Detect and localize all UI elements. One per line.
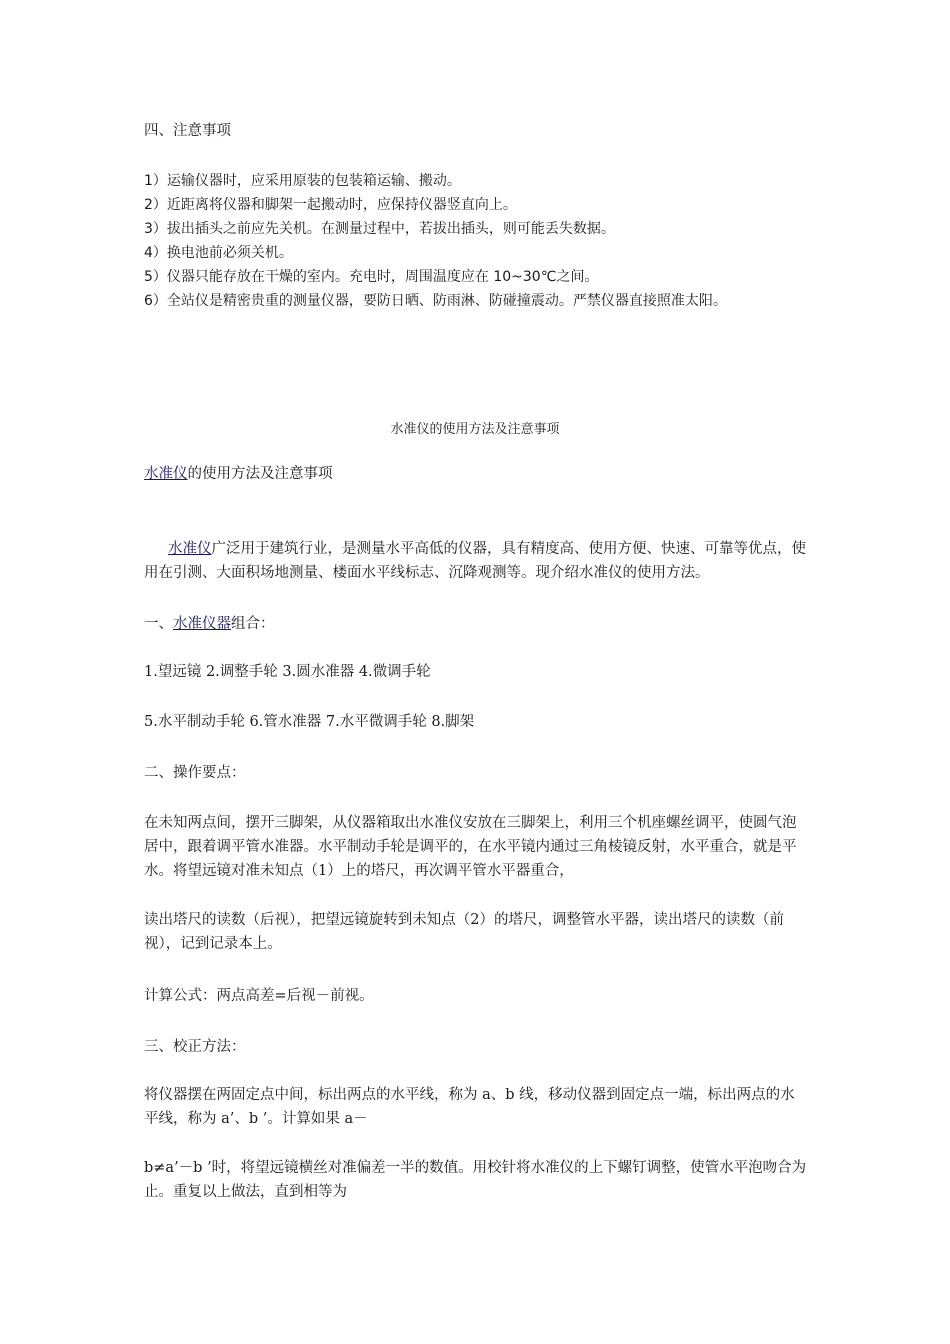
list-item: 3）拔出插头之前应先关机。在测量过程中，若拔出插头，则可能丢失数据。: [144, 221, 615, 237]
correction-paragraph-1: [144, 1083, 809, 1131]
list-item: 2）近距离将仪器和脚架一起搬动时，应保持仪器竖直向上。: [144, 197, 517, 213]
paragraph-text: 在未知两点间，摆开三脚架，从仪器箱取出水准仪安放在三脚架上，利用三个机座螺丝调平，使圆气泡居中，跟着调平管水准器。水平制动手轮是调平的，在水平镜内通过三角棱镜反射，水平重合，就是平水。将望远镜对准未知点（1）上的塔尺，再次调平管水平器重合，: [144, 815, 797, 879]
section4-heading: [144, 119, 809, 143]
operation-paragraph-1: [144, 811, 809, 883]
paragraph-text: 将仪器摆在两固定点中间，标出两点的水平线，称为 a、b 线，移动仪器到固定点一端，标出两点的水平线，称为 a’、b ’。计算如果 a－: [144, 1087, 795, 1127]
heading-prefix: 一、: [144, 616, 173, 632]
intro-text: 广泛用于建筑行业，是测量水平高低的仪器，具有精度高、使用方便、快速、可靠等优点，使用在引测、大面积场地测量、楼面水平线标志、沉降观测等。现介绍水准仪的使用方法。: [144, 541, 806, 581]
paragraph-text: b≠a’－b ’时，将望远镜横丝对准偏差一半的数值。用校针将水准仪的上下螺钉调整，使管水平泡吻合为止。重复以上做法，直到相等为: [144, 1160, 807, 1200]
precautions-list: [144, 169, 809, 313]
part2-heading: [144, 761, 809, 785]
shuizhunyi-link[interactable]: 水准仪: [144, 466, 188, 482]
part1-heading: [144, 612, 809, 636]
list-item: 4）换电池前必须关机。: [144, 245, 293, 261]
section-heading: 二、操作要点：: [144, 765, 246, 781]
components-text: 1.望远镜 2.调整手轮 3.圆水准器 4.微调手轮: [144, 664, 431, 680]
section-heading: 四、注意事项: [144, 123, 231, 139]
paragraph-text: 读出塔尺的读数（后视），把望远镜旋转到未知点（2）的塔尺，调整管水平器，读出塔尺的读数（前视），记到记录本上。: [144, 912, 784, 952]
correction-paragraph-2: [144, 1156, 809, 1204]
heading-suffix: 组合：: [231, 616, 275, 632]
document-title: 水准仪的使用方法及注意事项: [390, 422, 560, 437]
formula-text: 计算公式：两点高差=后视－前视。: [144, 988, 374, 1004]
shuizhunyi-link[interactable]: 水准仪: [168, 541, 212, 557]
part3-heading: [144, 1035, 809, 1059]
subtitle: [144, 462, 809, 486]
intro-paragraph: [144, 537, 809, 585]
components-line-1: [144, 660, 809, 684]
section-heading: 三、校正方法：: [144, 1039, 246, 1055]
list-item: 6）全站仪是精密贵重的测量仪器，要防日晒、防雨淋、防碰撞震动。严禁仪器直接照准太阳。: [144, 293, 727, 309]
components-line-2: [144, 710, 809, 734]
instrument-link[interactable]: 水准仪器: [173, 616, 231, 632]
components-text: 5.水平制动手轮 6.管水准器 7.水平微调手轮 8.脚架: [144, 714, 475, 730]
operation-paragraph-2: [144, 908, 809, 956]
subtitle-text: 的使用方法及注意事项: [187, 466, 333, 482]
formula: [144, 984, 809, 1008]
list-item: 5）仪器只能存放在干燥的室内。充电时，周围温度应在 10~30℃之间。: [144, 269, 599, 285]
list-item: 1）运输仪器时，应采用原装的包装箱运输、搬动。: [144, 173, 461, 189]
